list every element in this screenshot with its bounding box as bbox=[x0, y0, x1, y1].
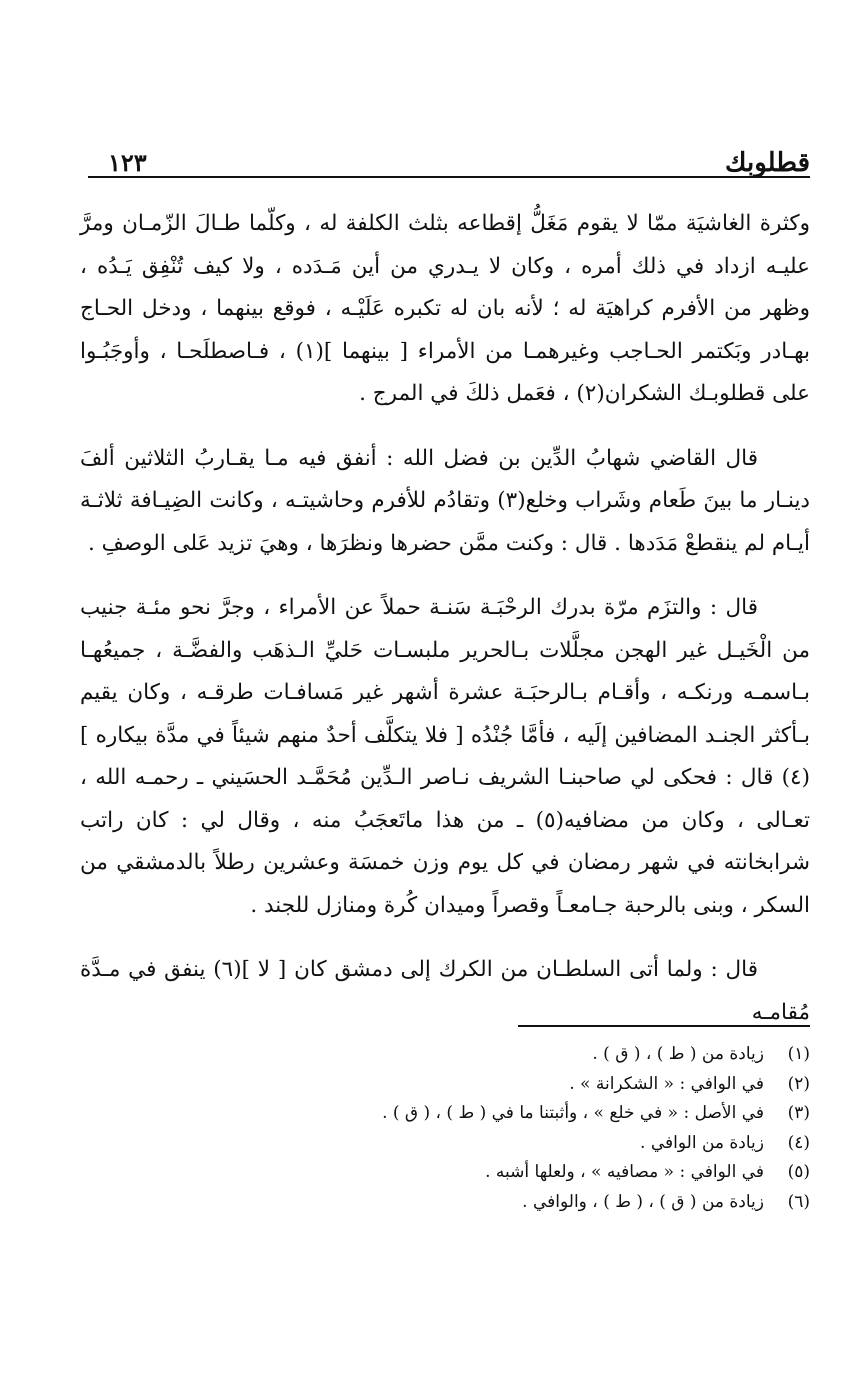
footnote-number: (٢) bbox=[787, 1073, 810, 1094]
running-title: قطلوبك bbox=[725, 148, 810, 178]
footnote-text: زيادة من الوافي . bbox=[640, 1132, 764, 1153]
footnote-1 bbox=[80, 1040, 810, 1070]
footnote-text: زيادة من ( ط ) ، ( ق ) . bbox=[592, 1044, 764, 1064]
header-rule bbox=[88, 176, 810, 178]
paragraph-3: قال : والتزَم مرّة بدرك الرحْبَـة سَنـة حملاً عن الأمراء ، وجرَّ نحو مئـة جنيب من الْخَيـل غير الهجن مجلَّلات بـالحرير ملبسـات حَليِّ الـذهَب والفضَّـة ، جميعُهـا بـاسمـه ورنكـه ، وأقـام بـالرحبَـة عشرة أشهر غير مَسافـات طرقـه ، وكان يقيم بـأكثر الجنـد المضافين إلَيه ، فأمَّا جُنْدُه [ فلا يتكلَّف أحدٌ منهم شيئاً في مدَّة بيكاره ](٤) قال : فحكى لي صاحبنـا الشريف نـاصر الـدِّين مُحَمَّـد الحسَيني ـ رحمـه الله ، تعـالى ، وكان من مضافيه(٥) ـ من هذا ماتَعجَبُ منه ، وقال لي : كان راتب شرابخانته في شهر رمضان في كل يوم وزن خمسَة وعشرين رطلاً بالدمشقي من السكر ، وبنى بالرحبة جـامعـاً وقصراً وميدان كُرة ومنازل للجند . bbox=[80, 595, 810, 918]
page-number: ١٢٣ bbox=[108, 148, 147, 177]
footnote-number: (٤) bbox=[787, 1132, 810, 1153]
paragraph-2: قال القاضي شهابُ الدِّين بن فضل الله : أنفق فيه مـا يقـاربُ الثلاثين ألفَ دينـار ما بينَ طَعام وشَراب وخلع(٣) وتقادُم للأفرم وحاشيتـه ، وكانت الضِيـافة ثلاثـة أيـام لم ينقطعْ مَدَدها . قال : وكنت ممَّن حضرها ونظرَها ، وهيَ تزيد عَلى الوصفِ . bbox=[80, 445, 810, 556]
footnote-6 bbox=[80, 1188, 810, 1218]
footnote-text: في الوافي : « الشكرانة » . bbox=[569, 1073, 764, 1094]
footnote-rule bbox=[518, 1025, 810, 1027]
footnote-number: (١) bbox=[787, 1044, 810, 1064]
footnote-3 bbox=[80, 1099, 810, 1129]
footnote-2 bbox=[80, 1070, 810, 1100]
footnotes bbox=[80, 1040, 810, 1217]
footnote-text: زيادة من ( ق ) ، ( ط ) ، والوافي . bbox=[522, 1191, 764, 1212]
main-text bbox=[80, 203, 810, 1056]
footnote-number: (٣) bbox=[787, 1103, 810, 1123]
paragraph-4: قال : ولما أتى السلطـان من الكرك إلى دمشق كان [ لا ](٦) ينفق في مـدَّة مُقامـه bbox=[80, 957, 810, 1025]
paragraph-1: وكثرة الغاشيَة ممّا لا يقوم مَغَلُّ إقطاعه بثلث الكلفة له ، وكلّما طـالَ الزّمـان ومرَّ عليـه ازداد في ذلك أمره ، وكان لا يـدري من أين مَـدَده ، ولا كيف تُنْفِق يَـدُه ، وظهر من الأفرم كراهيَة له ؛ لأنه بان له تكبره عَلَيْـه ، فوقع بينهما ، ودخل الحـاج بهـادر وبَكتمر الحـاجب وغيرهمـا من الأمراء [ بينهما ](١) ، فـاصطلَحـا ، وأوجَبُـوا على قطلوبـك الشكران(٢) ، فعَمل ذلكَ في المرج . bbox=[80, 211, 810, 406]
footnote-text: في الوافي : « مصافيه » ، ولعلها أشبه . bbox=[485, 1162, 764, 1182]
footnote-number: (٥) bbox=[787, 1162, 810, 1182]
footnote-text: في الأصل : « في خلع » ، وأثبتنا ما في ( ط ) ، ( ق ) . bbox=[382, 1103, 764, 1123]
footnote-5 bbox=[80, 1158, 810, 1188]
footnote-4 bbox=[80, 1129, 810, 1159]
running-header bbox=[88, 146, 810, 186]
footnote-number: (٦) bbox=[787, 1191, 810, 1212]
